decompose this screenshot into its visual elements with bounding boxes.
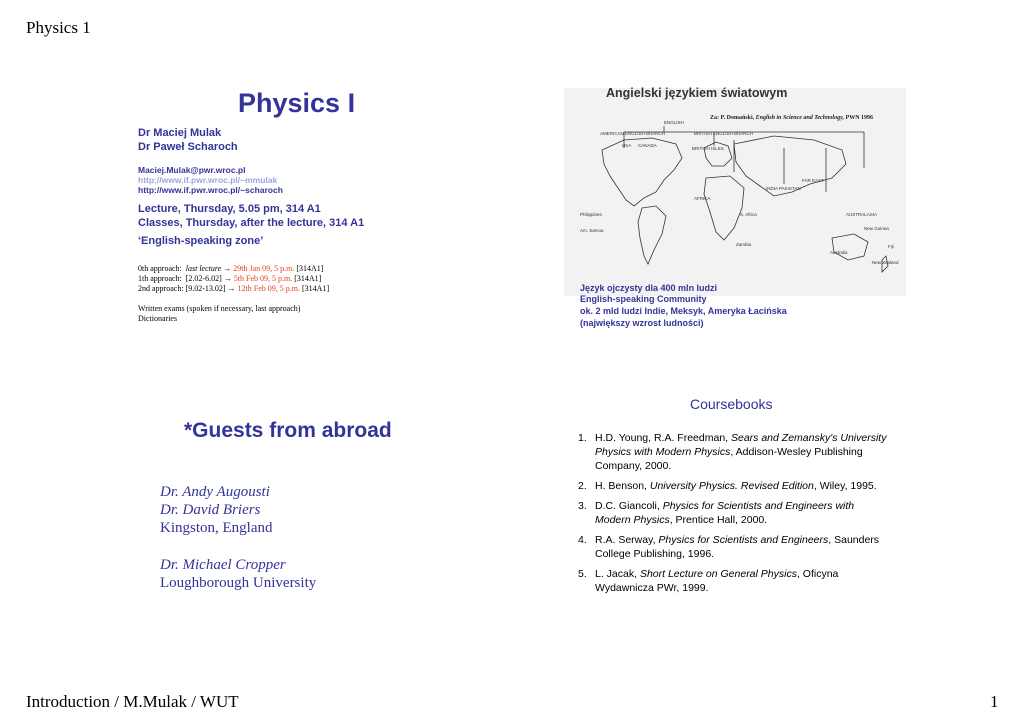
guest-affiliation: Kingston, England [160, 520, 273, 536]
map-label: BRITISH ISLES [692, 146, 724, 151]
approach-row: 2nd approach: [9.02-13.02] → 12th Feb 09, 5 p.m. [314A1] [138, 284, 330, 293]
map-note: English-speaking Community [580, 294, 707, 304]
map-note: (największy wzrost ludności) [580, 318, 704, 328]
guest-name: Dr. David Briers [160, 502, 261, 518]
map-label: AMERICAN ENGLISH BRANCH [600, 131, 666, 136]
approach-row: 0th approach: last lecture → 29th Jan 09, 5 p.m. [314A1] [138, 264, 324, 273]
zone-info: ‘English-speaking zone’ [138, 235, 264, 247]
email-address: Maciej.Mulak@pwr.wroc.pl [138, 165, 246, 175]
map-label: CANADA [638, 143, 657, 148]
arrow-icon: → [227, 284, 236, 293]
map-title: Angielski językiem światowym [606, 86, 788, 100]
map-label: AFRICA [694, 196, 711, 201]
page-number: 1 [990, 692, 999, 711]
lecturer-name: Dr Paweł Scharoch [138, 141, 238, 153]
page-header: Physics 1 [26, 18, 91, 37]
list-item: 1. H.D. Young, R.A. Freedman, Sears and Zemansky's University Physics with Modern Physics, Addison-Wesley Publishing Company, 2000. [578, 432, 887, 472]
arrow-icon: → [223, 264, 232, 273]
map-label: Philippines [580, 212, 602, 217]
slide-title: *Guests from abroad [184, 419, 392, 442]
map-label: INDIA PAKISTAN [766, 186, 801, 191]
homepage-link[interactable]: http://www.if.pwr.wroc.pl/~scharoch [138, 185, 283, 195]
map-label: Australia [830, 250, 848, 255]
map-label: BRITISH ENGLISH BRANCH [694, 131, 754, 136]
approach-row: 1th approach: [2.02-6.02] → 5th Feb 09, 5 p.m. [314A1] [138, 274, 322, 283]
slide-title: Coursebooks [690, 396, 773, 412]
map-label: S. Africa [740, 212, 757, 217]
map-label: Am. Samoa [580, 228, 604, 233]
coursebook-list [578, 431, 888, 601]
list-item: 4. R.A. Serway, Physics for Scientists and Engineers, Saunders College Publishing, 1996. [578, 534, 880, 560]
guest-name: Dr. Michael Cropper [160, 557, 286, 573]
map-label: USA [622, 143, 632, 148]
map-note: Język ojczysty dla 400 mln ludzi [580, 283, 718, 293]
homepage-link[interactable]: http://www.if.pwr.wroc.pl/~mmulak [138, 175, 278, 185]
map-label: New Zealand [872, 260, 899, 265]
dictionaries-info: Dictionaries [138, 314, 178, 323]
arrow-icon: → [223, 274, 232, 283]
list-item: 3. D.C. Giancoli, Physics for Scientists and Engineers with Modern Physics, Prentice Hall, 2000. [578, 500, 855, 526]
map-label: AUSTRALASIA [846, 212, 878, 217]
guest-name: Dr. Andy Augousti [160, 484, 270, 500]
guest-affiliation: Loughborough University [160, 575, 317, 591]
lecturer-name: Dr Maciej Mulak [138, 127, 222, 139]
page-footer: Introduction / M.Mulak / WUT [26, 692, 239, 711]
list-item: 2. H. Benson, University Physics. Revised Edition, Wiley, 1995. [578, 480, 877, 492]
map-source: Za: P. Domański, English in Science and Technology, PWN 1996 [710, 115, 874, 121]
classes-info: Classes, Thursday, after the lecture, 314 A1 [138, 217, 365, 229]
map-note: ok. 2 mld ludzi Indie, Meksyk, Ameryka Łacińska [580, 306, 787, 316]
lecture-info: Lecture, Thursday, 5.05 pm, 314 A1 [138, 203, 321, 215]
map-label: Zambia [736, 242, 752, 247]
map-label: FAR EAST [802, 178, 824, 183]
slide-title: Physics I [238, 88, 356, 118]
list-item: 5. L. Jacak, Short Lecture on General Physics, Oficyna Wydawnicza PWr, 1999. [578, 568, 839, 594]
map-label: New Guinea [864, 226, 889, 231]
map-label: ENGLISH [664, 120, 684, 125]
exams-info: Written exams (spoken if necessary, last approach) [138, 304, 301, 313]
map-label: Fiji [888, 244, 894, 249]
